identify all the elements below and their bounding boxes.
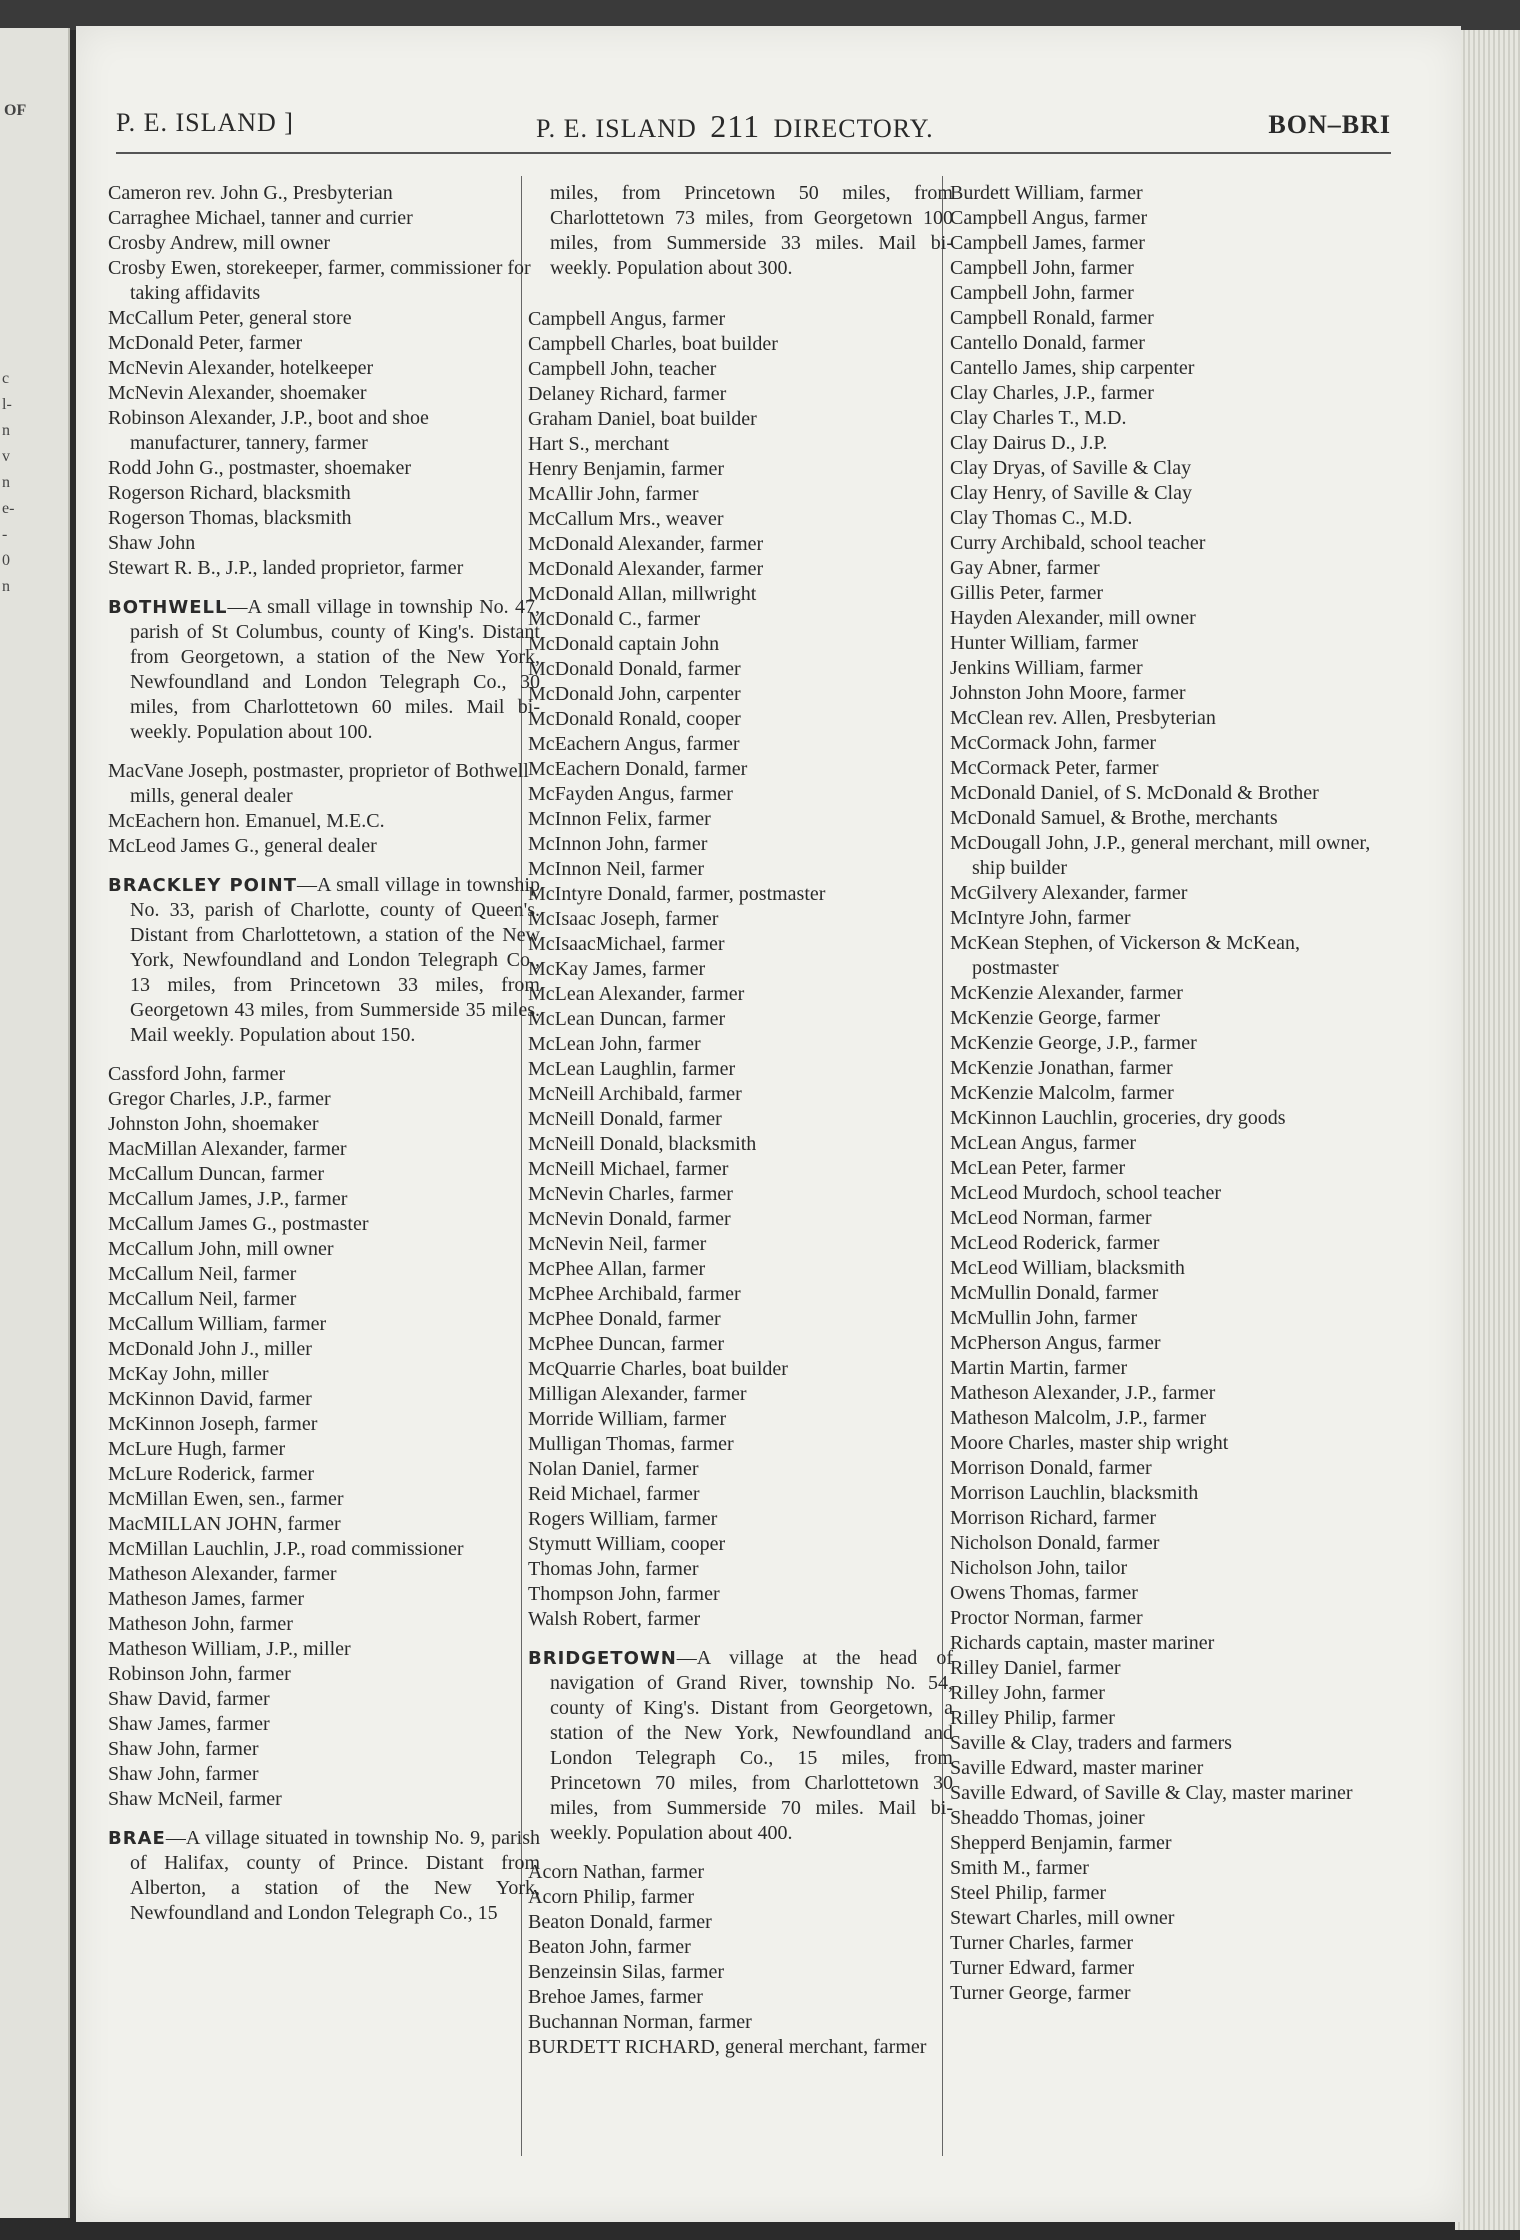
directory-entry: Turner Edward, farmer — [950, 1957, 1135, 1979]
directory-entry: BURDETT RICHARD, general merchant, farmer — [528, 2036, 927, 2058]
directory-entry: Campbell John, teacher — [528, 358, 717, 380]
directory-entry: Stymutt William, cooper — [528, 1533, 726, 1555]
directory-entry: McNevin Neil, farmer — [528, 1233, 707, 1255]
directory-entry: Rodd John G., postmaster, shoemaker — [108, 457, 412, 479]
header-right: BON–BRI — [1268, 110, 1391, 139]
directory-entry: Rogerson Richard, blacksmith — [108, 482, 351, 504]
directory-entry: McFayden Angus, farmer — [528, 783, 733, 805]
directory-entry: McEachern hon. Emanuel, M.E.C. — [108, 810, 385, 832]
directory-entry: McCormack Peter, farmer — [950, 757, 1159, 779]
directory-entry: Rogerson Thomas, blacksmith — [108, 507, 352, 529]
directory-entry: McMullin John, farmer — [950, 1307, 1138, 1329]
directory-entry: Matheson Alexander, farmer — [108, 1563, 337, 1585]
directory-entry: McCallum Neil, farmer — [108, 1288, 297, 1310]
directory-entry: Graham Daniel, boat builder — [528, 408, 757, 430]
directory-entry: McLean John, farmer — [528, 1033, 701, 1055]
prev-page-fragment: OF — [4, 102, 27, 119]
directory-entry: McPhee Duncan, farmer — [528, 1333, 725, 1355]
directory-entry: McPherson Angus, farmer — [950, 1332, 1161, 1354]
directory-entry: McKenzie Malcolm, farmer — [950, 1082, 1174, 1104]
directory-entry: McCallum James, J.P., farmer — [108, 1188, 348, 1210]
directory-entry: McLeod William, blacksmith — [950, 1257, 1185, 1279]
directory-entry: Campbell John, farmer — [950, 282, 1134, 304]
directory-entry: Johnston John Moore, farmer — [950, 682, 1186, 704]
directory-entry: McKinnon David, farmer — [108, 1388, 312, 1410]
spacer — [528, 295, 953, 307]
place-name: BRIDGETOWN — [528, 1648, 677, 1669]
directory-entry: McMillan Lauchlin, J.P., road commissioner — [108, 1538, 464, 1560]
directory-entry: Saville Edward, master mariner — [950, 1757, 1204, 1779]
directory-entry: Hayden Alexander, mill owner — [950, 607, 1196, 629]
prev-page-fragment: c — [2, 370, 10, 387]
directory-entry: McNevin Charles, farmer — [528, 1183, 733, 1205]
directory-entry: Milligan Alexander, farmer — [528, 1383, 747, 1405]
directory-entry: Reid Michael, farmer — [528, 1483, 700, 1505]
directory-entry: McPhee Donald, farmer — [528, 1308, 721, 1330]
running-header — [116, 108, 1391, 154]
directory-entry: Morrison Donald, farmer — [950, 1457, 1152, 1479]
directory-entry: Mulligan Thomas, farmer — [528, 1433, 734, 1455]
directory-entry: Robinson John, farmer — [108, 1663, 291, 1685]
directory-entry: Clay Henry, of Saville & Clay — [950, 482, 1192, 504]
directory-entry: McNeill Archibald, farmer — [528, 1083, 742, 1105]
directory-entry: Gregor Charles, J.P., farmer — [108, 1088, 331, 1110]
directory-entry: McNevin Alexander, shoemaker — [108, 382, 367, 404]
prev-page-fragment: - — [2, 526, 8, 543]
directory-entry: McNeill Donald, farmer — [528, 1108, 722, 1130]
header-center — [536, 108, 934, 145]
directory-entry: McCormack John, farmer — [950, 732, 1157, 754]
prev-page-fragment: n — [2, 474, 10, 491]
directory-page — [76, 26, 1461, 2222]
directory-entry: Nolan Daniel, farmer — [528, 1458, 699, 1480]
place-description-text: —A village situated in township No. 9, parish of Halifax, county of Prince. Distant from Alberton, a station of the New York, Newfoundland and London Telegraph Co., 15 — [130, 1827, 540, 1924]
directory-entry: McDonald Daniel, of S. McDonald & Brother — [950, 782, 1319, 804]
place-description-text: —A small village in township No. 33, parish of Charlotte, county of Queen's. Distant from Charlottetown, a station of the New York, Newfoundland and London Telegraph Co., 13 miles, from Princetown 33 miles, from Georgetown 43 miles, from Summerside 35 miles. Mail weekly. Population about 150. — [130, 874, 540, 1046]
directory-entry: McDonald Ronald, cooper — [528, 708, 741, 730]
directory-entry: McLeod Murdoch, school teacher — [950, 1182, 1222, 1204]
directory-entry: McIntyre Donald, farmer, postmaster — [528, 883, 826, 905]
directory-entry: Curry Archibald, school teacher — [950, 532, 1206, 554]
column-1 — [108, 181, 540, 1940]
directory-entry: Campbell Charles, boat builder — [528, 333, 778, 355]
directory-entry: MacMILLAN JOHN, farmer — [108, 1513, 341, 1535]
directory-entry: Campbell James, farmer — [950, 232, 1145, 254]
directory-entry: Walsh Robert, farmer — [528, 1608, 701, 1630]
directory-entry: Morrison Lauchlin, blacksmith — [950, 1482, 1199, 1504]
directory-entry: Shaw James, farmer — [108, 1713, 270, 1735]
place-description — [108, 1826, 540, 1926]
directory-entry: Shaw John, farmer — [108, 1763, 259, 1785]
directory-entry: McDonald Alexander, farmer — [528, 558, 764, 580]
directory-entry: McLeod Norman, farmer — [950, 1207, 1152, 1229]
place-description-continued: miles, from Princetown 50 miles, from Charlottetown 73 miles, from Georgetown 100 miles, from Summerside 33 miles. Mail bi-weekly. Population about 300. — [550, 182, 953, 279]
directory-entry: Cantello James, ship carpenter — [950, 357, 1195, 379]
directory-entry: Carraghee Michael, tanner and currier — [108, 207, 413, 229]
directory-entry: McKenzie Jonathan, farmer — [950, 1057, 1173, 1079]
directory-entry: Sheaddo Thomas, joiner — [950, 1807, 1145, 1829]
directory-entry: Martin Martin, farmer — [950, 1357, 1128, 1379]
directory-entry: McEachern Donald, farmer — [528, 758, 748, 780]
place-description-text: —A small village in township No. 47, parish of St Columbus, county of King's. Distant from Georgetown, a station of the New York, Newfoundland and London Telegraph Co., 30 miles, from Charlottetown 60 miles. Mail bi-weekly. Population about 100. — [130, 596, 540, 743]
directory-entry: Matheson William, J.P., miller — [108, 1638, 351, 1660]
directory-entry: McLure Hugh, farmer — [108, 1438, 286, 1460]
directory-entry: Beaton Donald, farmer — [528, 1911, 712, 1933]
directory-entry: Acorn Philip, farmer — [528, 1886, 695, 1908]
directory-entry: Morrison Richard, farmer — [950, 1507, 1157, 1529]
prev-page-fragment: e- — [2, 500, 15, 517]
prev-page-fragment: 0 — [2, 552, 10, 569]
directory-entry: Smith M., farmer — [950, 1857, 1089, 1879]
directory-entry: Matheson Malcolm, J.P., farmer — [950, 1407, 1207, 1429]
place-description — [108, 595, 540, 745]
place-name: BOTHWELL — [108, 597, 228, 618]
directory-entry: Rilley Philip, farmer — [950, 1707, 1115, 1729]
directory-entry: Matheson James, farmer — [108, 1588, 305, 1610]
directory-entry: Shaw John — [108, 532, 196, 554]
directory-entry: McEachern Angus, farmer — [528, 733, 740, 755]
directory-entry: Cantello Donald, farmer — [950, 332, 1145, 354]
directory-entry: Matheson Alexander, J.P., farmer — [950, 1382, 1216, 1404]
directory-entry: Beaton John, farmer — [528, 1936, 691, 1958]
header-center-right: DIRECTORY. — [773, 114, 934, 143]
directory-entry: McInnon John, farmer — [528, 833, 708, 855]
directory-entry: Brehoe James, farmer — [528, 1986, 703, 2008]
directory-entry: McCallum Duncan, farmer — [108, 1163, 325, 1185]
directory-entry: Campbell Angus, farmer — [950, 207, 1148, 229]
directory-entry: McKinnon Lauchlin, groceries, dry goods — [950, 1107, 1286, 1129]
directory-entry: Proctor Norman, farmer — [950, 1607, 1143, 1629]
directory-entry: McKenzie George, J.P., farmer — [950, 1032, 1197, 1054]
directory-entry: Owens Thomas, farmer — [950, 1582, 1138, 1604]
directory-entry: Stewart R. B., J.P., landed proprietor, farmer — [108, 557, 464, 579]
directory-entry: Rogers William, farmer — [528, 1508, 718, 1530]
directory-entry: McKay James, farmer — [528, 958, 706, 980]
place-description — [108, 873, 540, 1048]
directory-entry: McCallum John, mill owner — [108, 1238, 334, 1260]
directory-entry: McDougall John, J.P., general merchant, mill owner, ship builder — [950, 832, 1371, 879]
directory-entry: Delaney Richard, farmer — [528, 383, 727, 405]
directory-entry: Jenkins William, farmer — [950, 657, 1143, 679]
directory-entry: McKenzie Alexander, farmer — [950, 982, 1183, 1004]
directory-entry: Matheson John, farmer — [108, 1613, 293, 1635]
directory-entry: Acorn Nathan, farmer — [528, 1861, 705, 1883]
directory-entry: Clay Thomas C., M.D. — [950, 507, 1133, 529]
directory-entry: Thomas John, farmer — [528, 1558, 699, 1580]
directory-entry: Saville Edward, of Saville & Clay, master mariner — [950, 1782, 1353, 1804]
directory-entry: Saville & Clay, traders and farmers — [950, 1732, 1232, 1754]
directory-entry: MacVane Joseph, postmaster, proprietor of Bothwell mills, general dealer — [108, 760, 529, 807]
directory-entry: McPhee Allan, farmer — [528, 1258, 706, 1280]
directory-entry: Gay Abner, farmer — [950, 557, 1100, 579]
directory-entry: Nicholson John, tailor — [950, 1557, 1128, 1579]
directory-entry: Cassford John, farmer — [108, 1063, 286, 1085]
header-center-left: P. E. ISLAND — [536, 114, 697, 143]
directory-entry: Burdett William, farmer — [950, 182, 1143, 204]
directory-entry: McLean Angus, farmer — [950, 1132, 1137, 1154]
directory-entry: Robinson Alexander, J.P., boot and shoe manufacturer, tannery, farmer — [108, 407, 429, 454]
directory-entry: Shaw David, farmer — [108, 1688, 270, 1710]
directory-entry: McNeill Michael, farmer — [528, 1158, 729, 1180]
directory-entry: McDonald John, carpenter — [528, 683, 741, 705]
directory-entry: McIntyre John, farmer — [950, 907, 1131, 929]
directory-entry: McNevin Donald, farmer — [528, 1208, 731, 1230]
directory-entry: McQuarrie Charles, boat builder — [528, 1358, 788, 1380]
directory-entry: McClean rev. Allen, Presbyterian — [950, 707, 1216, 729]
directory-entry: McIsaac Joseph, farmer — [528, 908, 719, 930]
place-name: BRACKLEY POINT — [108, 875, 298, 896]
directory-entry: McAllir John, farmer — [528, 483, 699, 505]
directory-entry: McDonald Peter, farmer — [108, 332, 303, 354]
column-3 — [950, 181, 1390, 2006]
directory-entry: McInnon Neil, farmer — [528, 858, 705, 880]
directory-entry: Cameron rev. John G., Presbyterian — [108, 182, 393, 204]
directory-entry: McMillan Ewen, sen., farmer — [108, 1488, 344, 1510]
directory-entry: McKenzie George, farmer — [950, 1007, 1161, 1029]
directory-entry: Buchannan Norman, farmer — [528, 2011, 752, 2033]
directory-entry: McNevin Alexander, hotelkeeper — [108, 357, 374, 379]
directory-entry: Turner Charles, farmer — [950, 1932, 1134, 1954]
directory-entry: McPhee Archibald, farmer — [528, 1283, 741, 1305]
directory-entry: Morride William, farmer — [528, 1408, 727, 1430]
directory-entry: McCallum Neil, farmer — [108, 1263, 297, 1285]
directory-entry: McCallum William, farmer — [108, 1313, 327, 1335]
directory-entry: Campbell Ronald, farmer — [950, 307, 1154, 329]
directory-entry: McLure Roderick, farmer — [108, 1463, 315, 1485]
place-name: BRAE — [108, 1828, 166, 1849]
place-description — [528, 1646, 953, 1846]
directory-entry: McDonald John J., miller — [108, 1338, 312, 1360]
directory-entry: Clay Charles, J.P., farmer — [950, 382, 1154, 404]
directory-entry: McIsaacMichael, farmer — [528, 933, 725, 955]
header-left: P. E. ISLAND ] — [116, 108, 294, 137]
directory-entry: Johnston John, shoemaker — [108, 1113, 319, 1135]
directory-entry: Richards captain, master mariner — [950, 1632, 1215, 1654]
directory-entry: Gillis Peter, farmer — [950, 582, 1104, 604]
directory-entry: Campbell John, farmer — [950, 257, 1134, 279]
directory-entry: MacMillan Alexander, farmer — [108, 1138, 347, 1160]
directory-entry: Crosby Andrew, mill owner — [108, 232, 331, 254]
prev-page-fragment: l- — [2, 396, 12, 413]
column-2 — [528, 181, 953, 2060]
directory-entry: McLean Duncan, farmer — [528, 1008, 726, 1030]
directory-entry: Turner George, farmer — [950, 1982, 1131, 2004]
directory-entry: Moore Charles, master ship wright — [950, 1432, 1229, 1454]
directory-entry: Hunter William, farmer — [950, 632, 1139, 654]
prev-page-fragment: n — [2, 578, 10, 595]
directory-entry: Shepperd Benjamin, farmer — [950, 1832, 1172, 1854]
previous-page-edge — [0, 28, 70, 2218]
directory-entry: Hart S., merchant — [528, 433, 670, 455]
directory-entry: Steel Philip, farmer — [950, 1882, 1107, 1904]
directory-entry: Henry Benjamin, farmer — [528, 458, 725, 480]
directory-entry: Thompson John, farmer — [528, 1583, 720, 1605]
directory-entry: McKean Stephen, of Vickerson & McKean, postmaster — [950, 932, 1300, 979]
directory-entry: Rilley John, farmer — [950, 1682, 1105, 1704]
directory-entry: Shaw McNeil, farmer — [108, 1788, 282, 1810]
directory-entry: McLean Laughlin, farmer — [528, 1058, 736, 1080]
page-number: 211 — [710, 108, 761, 144]
directory-entry: McNeill Donald, blacksmith — [528, 1133, 757, 1155]
directory-entry: Crosby Ewen, storekeeper, farmer, commissioner for taking affidavits — [108, 257, 531, 304]
directory-entry: Stewart Charles, mill owner — [950, 1907, 1175, 1929]
directory-entry: McKinnon Joseph, farmer — [108, 1413, 318, 1435]
prev-page-fragment: n — [2, 422, 10, 439]
directory-entry: McKay John, miller — [108, 1363, 269, 1385]
directory-entry: McLean Peter, farmer — [950, 1157, 1126, 1179]
directory-entry: Clay Dryas, of Saville & Clay — [950, 457, 1192, 479]
directory-entry: McMullin Donald, farmer — [950, 1282, 1159, 1304]
directory-entry: McDonald Alexander, farmer — [528, 533, 764, 555]
directory-entry: McCallum Peter, general store — [108, 307, 352, 329]
directory-entry: McCallum Mrs., weaver — [528, 508, 724, 530]
directory-entry: Rilley Daniel, farmer — [950, 1657, 1121, 1679]
directory-entry: McDonald Donald, farmer — [528, 658, 741, 680]
directory-entry: McDonald C., farmer — [528, 608, 701, 630]
directory-entry: Shaw John, farmer — [108, 1738, 259, 1760]
directory-entry: Clay Charles T., M.D. — [950, 407, 1127, 429]
place-description-text: —A village at the head of navigation of Grand River, township No. 54, county of King's. Distant from Georgetown, a station of the New York, Newfoundland and London Telegraph Co., 15 miles, from Princetown 70 miles, from Charlottetown 30 miles, from Summerside 70 miles. Mail bi-weekly. Population about 400. — [550, 1647, 953, 1844]
directory-entry: McDonald Allan, millwright — [528, 583, 757, 605]
directory-entry: Nicholson Donald, farmer — [950, 1532, 1160, 1554]
book-page-edges — [1455, 30, 1520, 2230]
directory-entry: Benzeinsin Silas, farmer — [528, 1961, 725, 1983]
directory-entry: Campbell Angus, farmer — [528, 308, 726, 330]
directory-entry: Clay Dairus D., J.P. — [950, 432, 1108, 454]
directory-entry: McDonald Samuel, & Brothe, merchants — [950, 807, 1278, 829]
prev-page-fragment: v — [2, 448, 10, 465]
directory-entry: McCallum James G., postmaster — [108, 1213, 369, 1235]
directory-entry: McDonald captain John — [528, 633, 720, 655]
directory-entry: McInnon Felix, farmer — [528, 808, 711, 830]
directory-entry: McGilvery Alexander, farmer — [950, 882, 1188, 904]
directory-entry: McLeod James G., general dealer — [108, 835, 377, 857]
directory-entry: McLean Alexander, farmer — [528, 983, 745, 1005]
directory-entry: McLeod Roderick, farmer — [950, 1232, 1160, 1254]
